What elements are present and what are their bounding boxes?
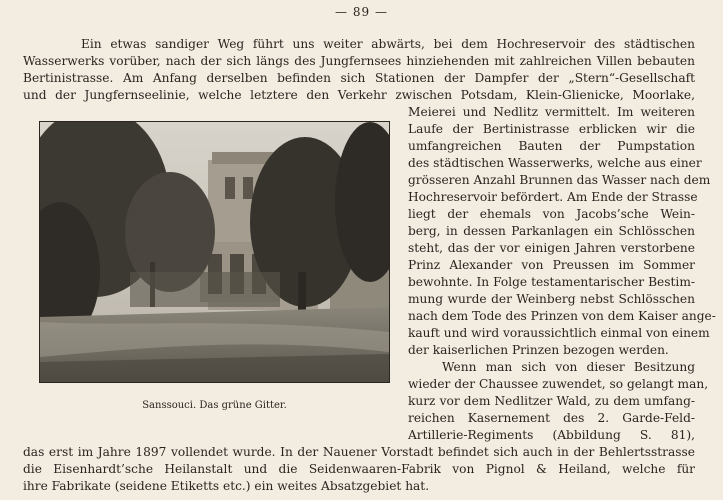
text-line: Wasserwerks vorüber, nach der sich längs des Jungfernsees hinziehenden mit zahlreichen Villen bebauten [23, 54, 695, 68]
text-line: wieder der Chaussee zuwendet, so gelangt man, [408, 377, 709, 391]
page-number: — 89 — [335, 5, 388, 19]
text-line: Laufe der Bertinistrasse erblicken wir die [408, 122, 695, 136]
text-line: kauft und wird voraussichtlich einmal von einem [408, 326, 710, 340]
text-line: Artillerie-Regiments (Abbildung S. 81), [408, 428, 695, 442]
text-line: ihre Fabrikate (seidene Etiketts etc.) ein weites Absatzgebiet hat. [23, 479, 430, 493]
text-line: der kaiserlichen Prinzen bezogen werden. [408, 343, 669, 357]
text-line: das erst im Jahre 1897 vollendet wurde. In der Nauener Vorstadt befindet sich auch in der Behlertsstrasse [23, 445, 695, 459]
text-line: steht, das der vor einigen Jahren verstorbene [408, 241, 695, 255]
text-line: Bertinistrasse. Am Anfang derselben befinden sich Stationen der Dampfer der „Stern“-Gesellschaft [23, 71, 695, 85]
text-line: des städtischen Wasserwerks, welche aus einer [408, 156, 702, 170]
text-line: nach dem Tode des Prinzen von dem Kaiser ange- [408, 309, 716, 323]
text-line: Meierei und Nedlitz vermittelt. Im weiteren [408, 105, 695, 119]
text-line: reichen Kasernement des 2. Garde-Feld- [408, 411, 695, 425]
text-line: Ein etwas sandiger Weg führt uns weiter abwärts, bei dem Hochreservoir des städtischen [81, 37, 695, 51]
text-line: umfangreichen Bauten der Pumpstation [408, 139, 695, 153]
photo-caption: Sanssouci. Das grüne Gitter. [142, 400, 287, 411]
text-line: und der Jungfernseelinie, welche letztere den Verkehr zwischen Potsdam, Klein-Glienicke, Moorlake, [23, 88, 695, 102]
text-line: Prinz Alexander von Preussen im Sommer [408, 258, 695, 272]
text-line: Wenn man sich von dieser Besitzung [442, 360, 695, 374]
text-line: berg, in dessen Parkanlagen ein Schlösschen [408, 224, 695, 238]
photo-sanssouci-gate [39, 121, 390, 383]
text-line: liegt der ehemals von Jacobs’sche Wein- [408, 207, 695, 221]
text-line: bewohnte. In Folge testamentarischer Bestim- [408, 275, 695, 289]
text-line: grösseren Anzahl Brunnen das Wasser nach dem [408, 173, 711, 187]
text-line: kurz vor dem Nedlitzer Wald, zu dem umfang- [408, 394, 695, 408]
text-line: Hochreservoir befördert. Am Ende der Strasse [408, 190, 698, 204]
text-line: mung wurde der Weinberg nebst Schlösschen [408, 292, 695, 306]
text-line: die Eisenhardt’sche Heilanstalt und die Seidenwaaren-Fabrik von Pignol & Heiland, welche für [23, 462, 695, 476]
